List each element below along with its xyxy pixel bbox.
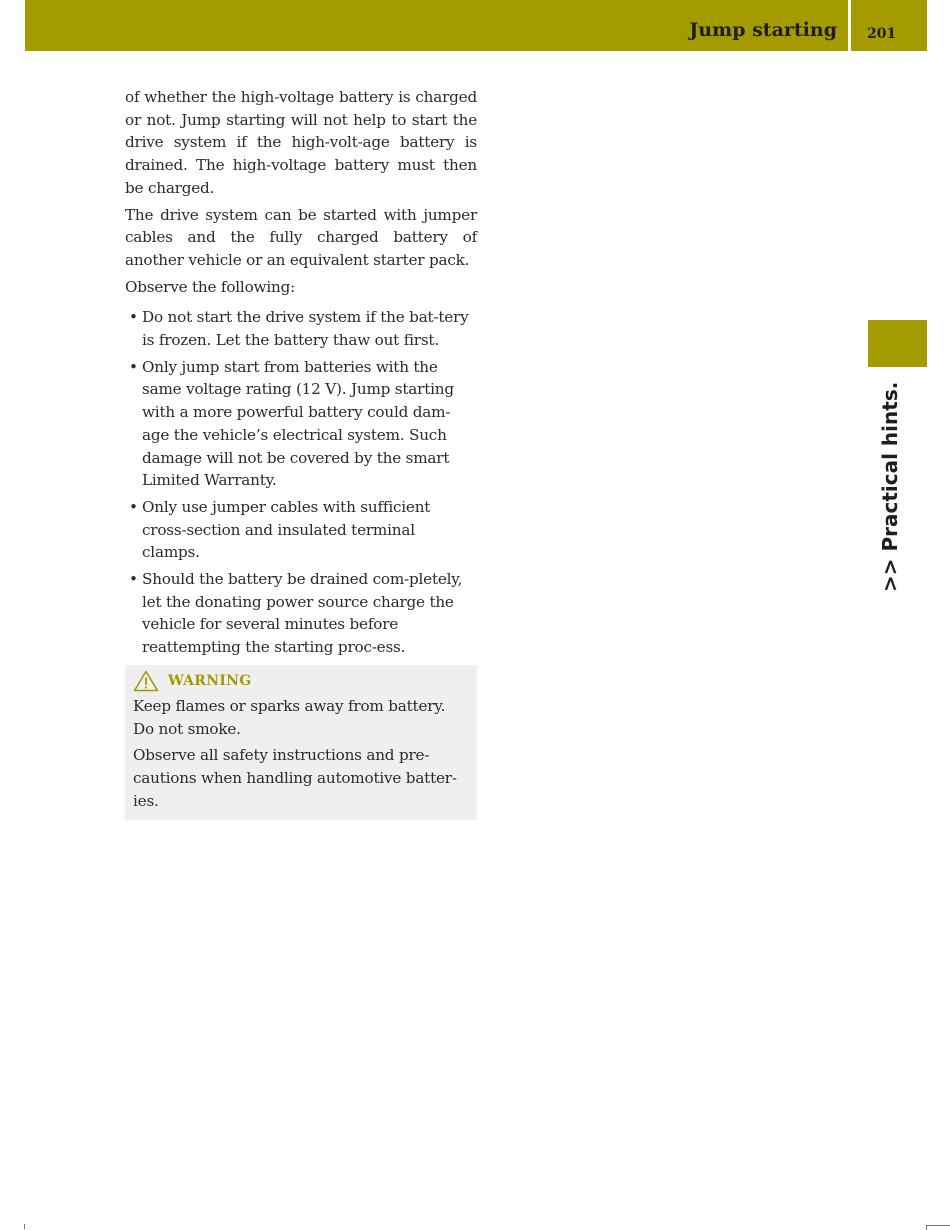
list-item-text: Only use jumper cables with sufficient cross-section and insulated terminal clamps. [142, 497, 431, 562]
bullet-marker: • [129, 357, 138, 376]
header-divider [848, 0, 851, 51]
main-content [125, 86, 477, 820]
bullet-list [125, 306, 477, 659]
warning-text: Keep flames or sparks away from battery. Do not smoke. [133, 696, 446, 738]
list-item [125, 568, 477, 659]
crop-mark [24, 1224, 29, 1229]
section-title: Jump starting [689, 19, 837, 41]
list-item-text: Do not start the drive system if the bat-tery is frozen. Let the battery thaw out first. [142, 308, 469, 350]
paragraph-continued: of whether the high-voltage battery is charged or not. Jump starting will not help to start the drive system if the high-volt-age battery is drained. The high-voltage battery must then be charged. [125, 88, 477, 197]
list-item [125, 496, 477, 564]
crop-mark [926, 1225, 950, 1230]
list-item [125, 356, 477, 492]
list-item-text: Only jump start from batteries with the same voltage rating (12 V). Jump starting with a more powerful battery could dam-age the vehicle’s electrical system. Such damage will not be covered by the smart Limited Warranty. [142, 357, 454, 490]
side-tab-label: >> Practical hints. [878, 381, 902, 592]
paragraph-observe: Observe the following: [125, 277, 296, 296]
bullet-marker: • [129, 308, 138, 327]
bullet-marker: • [129, 497, 138, 516]
warning-label: WARNING [168, 672, 252, 689]
side-tab-marker [868, 320, 927, 367]
paragraph-jumper-cables: The drive system can be started with jumper cables and the fully charged battery of another vehicle or an equivalent starter pack. [125, 205, 477, 269]
page-number: 201 [867, 26, 897, 42]
warning-header [133, 669, 469, 693]
bullet-marker: • [129, 570, 138, 589]
list-item [125, 306, 477, 351]
warning-box [125, 665, 477, 821]
warning-text: Observe all safety instructions and pre-cautions when handling automotive batter-ies. [133, 746, 457, 810]
list-item-text: Should the battery be drained com-pletely, let the donating power source charge the vehicle for several minutes before reattempting the starting proc-ess. [142, 570, 463, 657]
warning-triangle-icon [133, 670, 159, 692]
